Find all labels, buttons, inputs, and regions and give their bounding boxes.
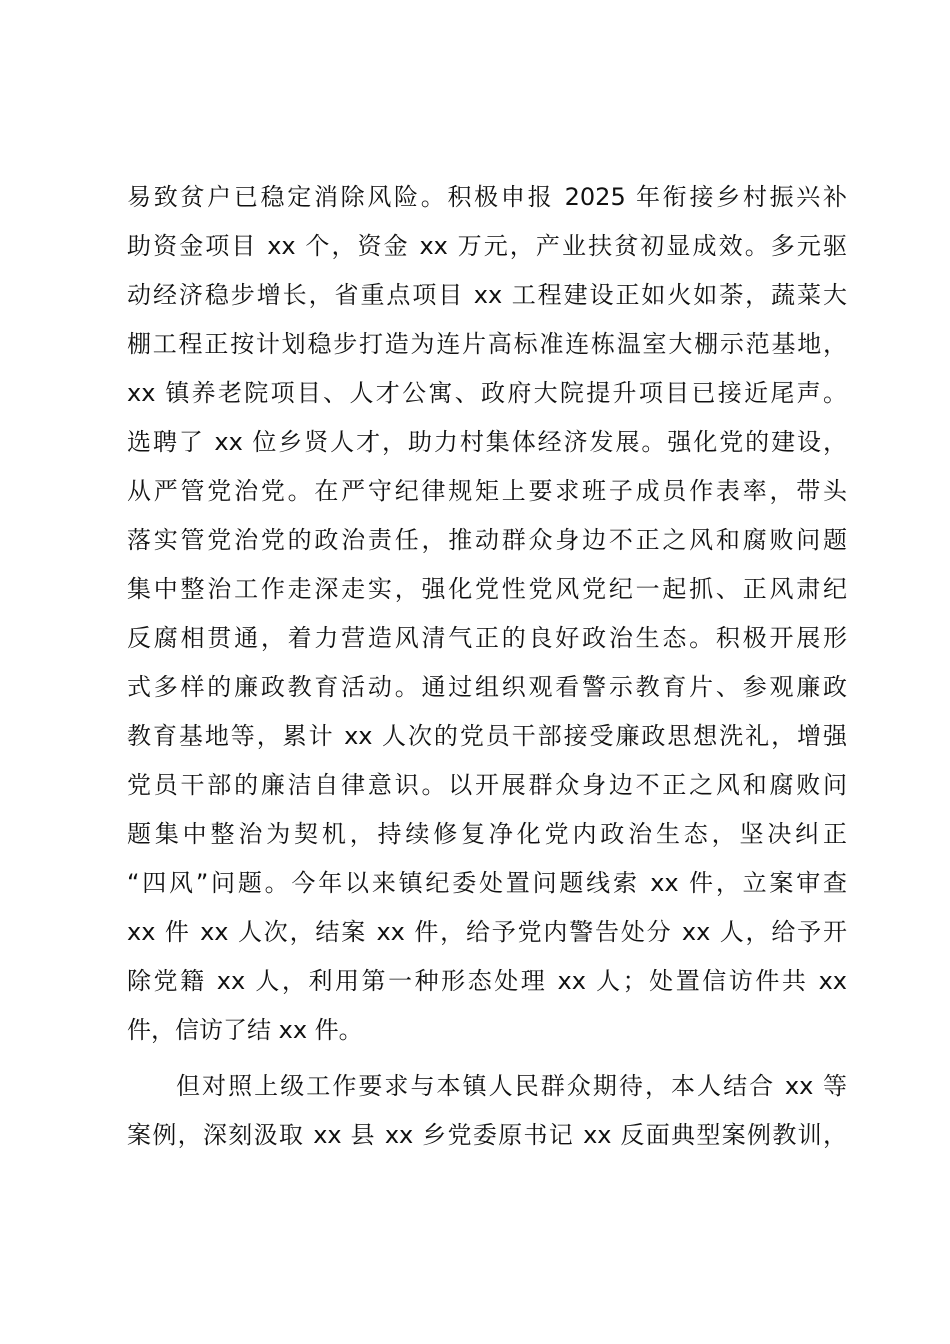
text-line: 动经济稳步增长，省重点项目 xx 工程建设正如火如荼，蔬菜大 xyxy=(127,281,847,309)
text-line: 案例，深刻汲取 xx 县 xx 乡党委原书记 xx 反面典型案例教训， xyxy=(127,1121,847,1149)
text-line: 从严管党治党。在严守纪律规矩上要求班子成员作表率，带头 xyxy=(127,477,847,505)
text-line: 但对照上级工作要求与本镇人民群众期待，本人结合 xx 等 xyxy=(176,1072,847,1100)
text-line: 题集中整治为契机，持续修复净化党内政治生态，坚决纠正 xyxy=(127,820,847,848)
text-line: 棚工程正按计划稳步打造为连片高标准连栋温室大棚示范基地， xyxy=(127,330,847,358)
text-line: 党员干部的廉洁自律意识。以开展群众身边不正之风和腐败问 xyxy=(127,771,847,799)
text-line: xx 镇养老院项目、人才公寓、政府大院提升项目已接近尾声。 xyxy=(127,379,847,407)
text-line: 易致贫户已稳定消除风险。积极申报 2025 年衔接乡村振兴补 xyxy=(127,183,847,211)
text-line: 助资金项目 xx 个，资金 xx 万元，产业扶贫初显成效。多元驱 xyxy=(127,232,847,260)
text-line: 落实管党治党的政治责任，推动群众身边不正之风和腐败问题 xyxy=(127,526,847,554)
text-line: 选聘了 xx 位乡贤人才，助力村集体经济发展。强化党的建设， xyxy=(127,428,847,456)
text-line: 件，信访了结 xx 件。 xyxy=(127,1016,363,1044)
text-line: 式多样的廉政教育活动。通过组织观看警示教育片、参观廉政 xyxy=(127,673,847,701)
text-line: “四风”问题。今年以来镇纪委处置问题线索 xx 件，立案审查 xyxy=(127,869,847,897)
text-line: 教育基地等，累计 xx 人次的党员干部接受廉政思想洗礼，增强 xyxy=(127,722,847,750)
text-line: 集中整治工作走深走实，强化党性党风党纪一起抓、正风肃纪 xyxy=(127,575,847,603)
text-line: 除党籍 xx 人，利用第一种形态处理 xx 人；处置信访件共 xx xyxy=(127,967,847,995)
text-line: xx 件 xx 人次，结案 xx 件，给予党内警告处分 xx 人，给予开 xyxy=(127,918,847,946)
text-line: 反腐相贯通，着力营造风清气正的良好政治生态。积极开展形 xyxy=(127,624,847,652)
